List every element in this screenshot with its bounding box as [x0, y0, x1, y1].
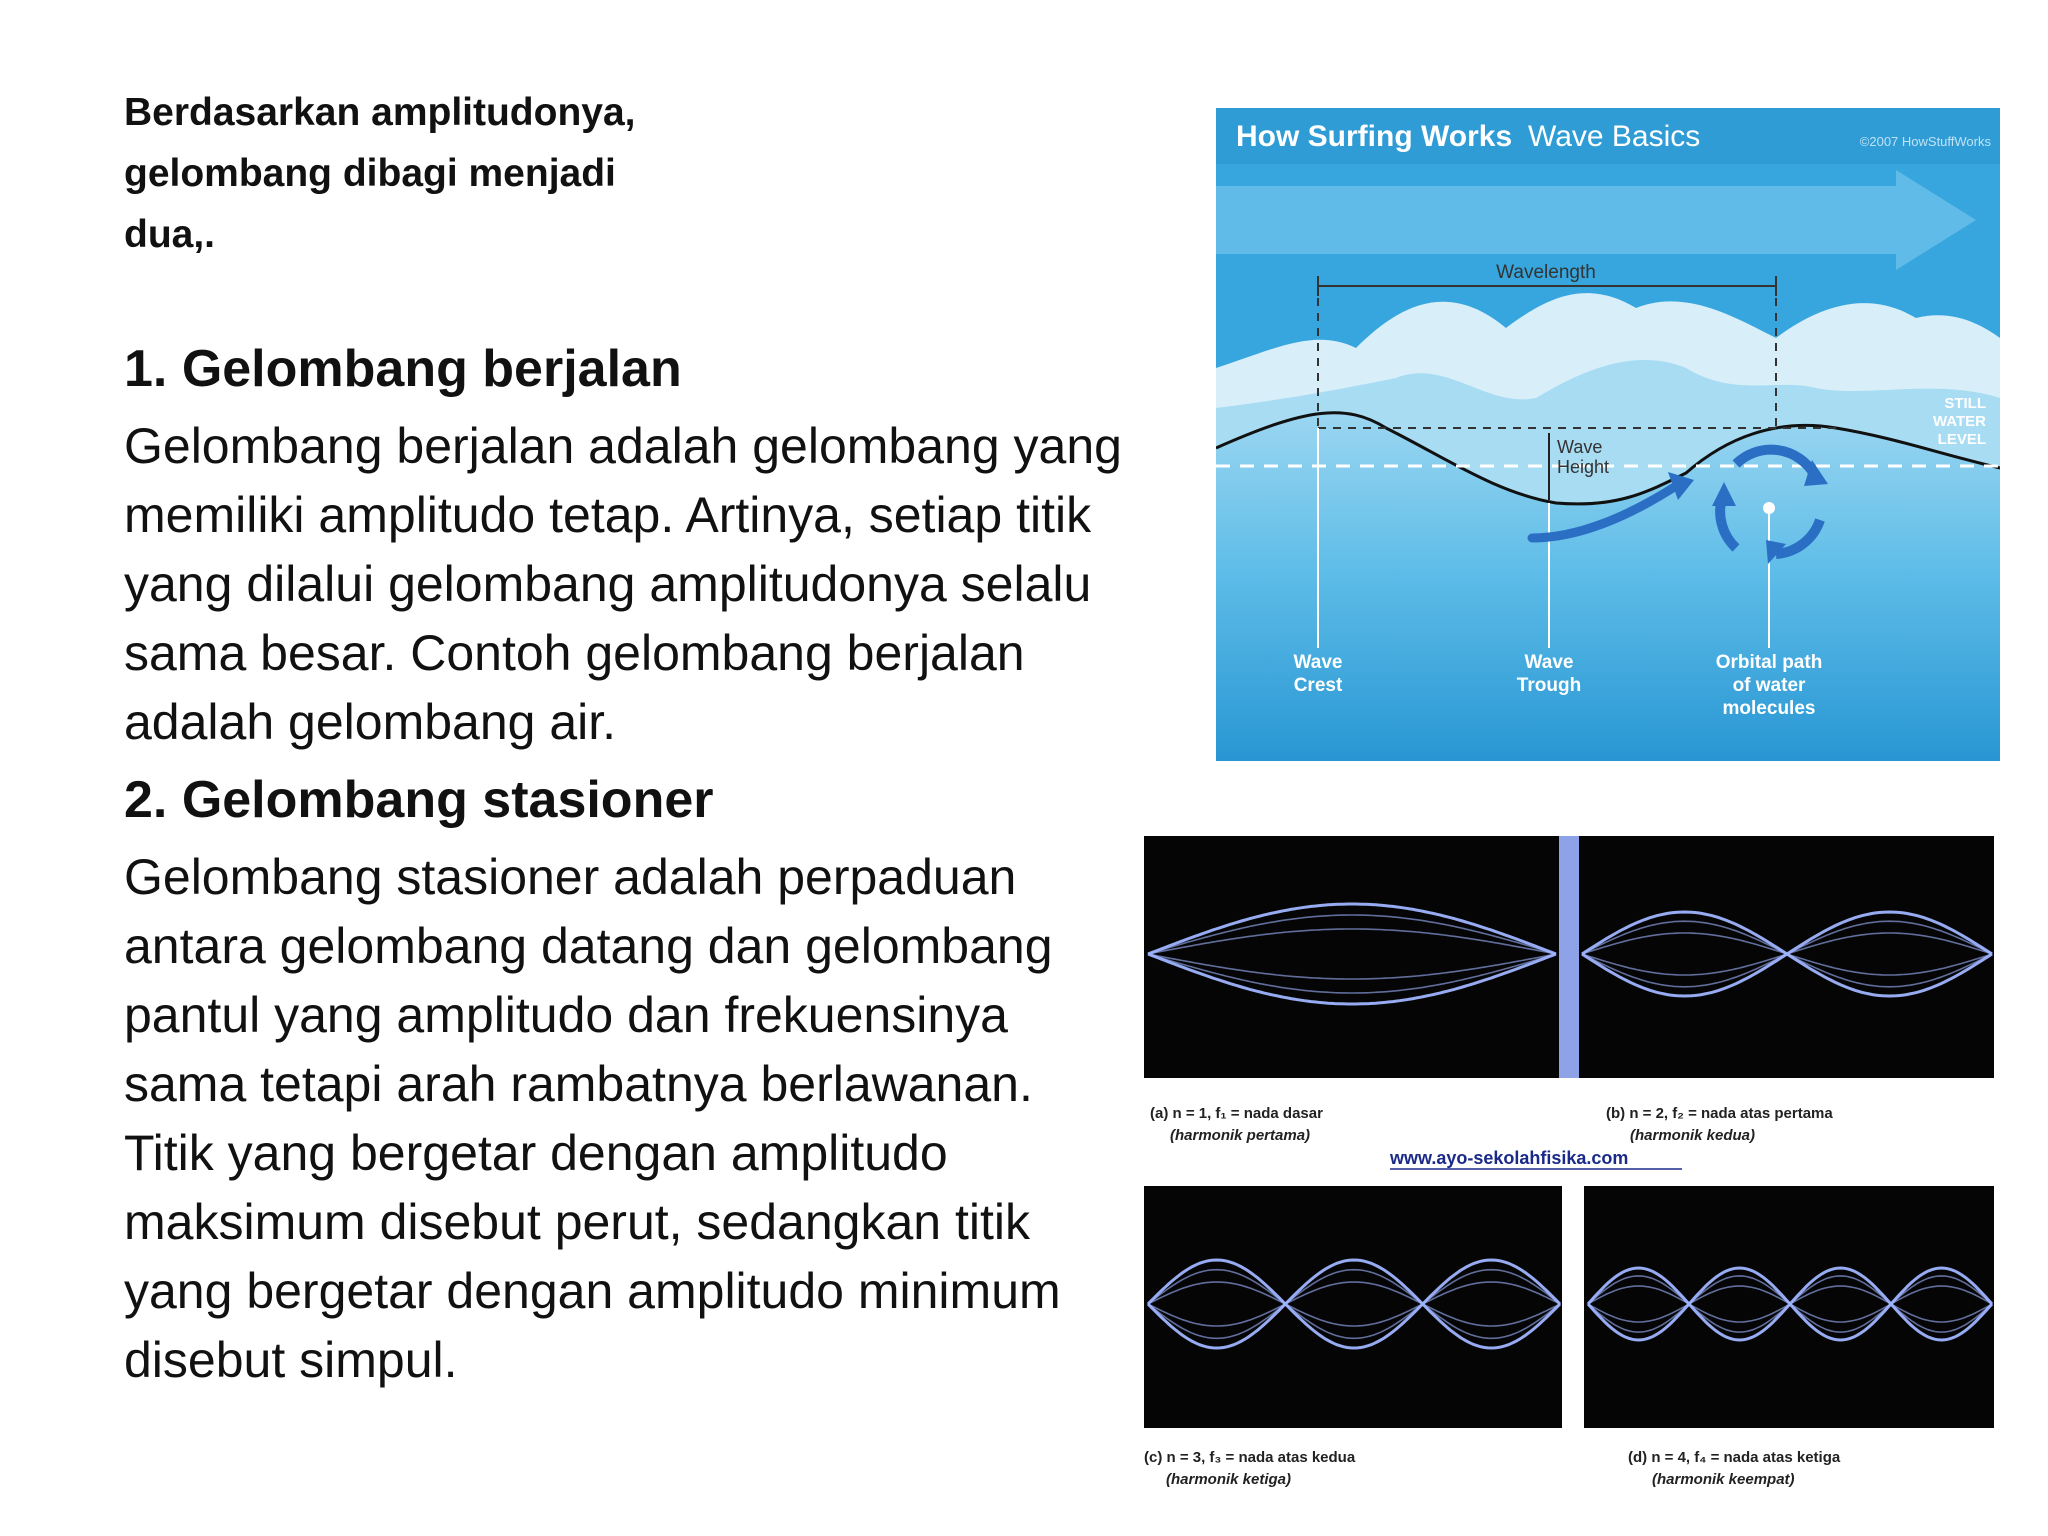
trough-label: Trough [1516, 675, 1582, 696]
still-water-label: LEVEL [1937, 431, 1986, 448]
water-molecule-dot [1763, 502, 1775, 514]
figure-title-light: Wave Basics [1528, 120, 1701, 153]
orbital-label: of water [1732, 675, 1806, 696]
caption-a: (harmonik pertama) [1170, 1127, 1311, 1144]
intro-line: Berdasarkan amplitudonya, [124, 91, 636, 134]
still-water-label: STILL [1944, 395, 1986, 412]
orbital-label: Orbital path [1715, 652, 1823, 673]
still-water-label: WATER [1932, 413, 1986, 430]
panel-divider [1559, 836, 1579, 1078]
section-heading-traveling-wave: 1. Gelombang berjalan [124, 340, 682, 398]
section-body-standing-wave: Gelombang stasioner adalah perpaduan antara gelombang datang dan gelombang pantul yang amplitudo dan frekuensinya sama tetapi arah rambatnya berlawanan. Titik yang bergetar dengan amplitudo maksimum disebut perut, sedangkan titik yang bergetar dengan amplitudo minimum disebut simpul. [124, 849, 1061, 1388]
caption-a: (a) n = 1, f₁ = nada dasar [1150, 1105, 1323, 1122]
wave-basics-illustration [1216, 108, 2000, 761]
content-column [124, 334, 1184, 1403]
caption-c: (harmonik ketiga) [1166, 1471, 1292, 1488]
panel-c-background [1144, 1186, 1562, 1428]
figure-title-bold: How Surfing Works [1236, 120, 1513, 153]
crest-label: Wave [1293, 652, 1343, 673]
caption-d: (harmonik keempat) [1652, 1471, 1795, 1488]
caption-b: (harmonik kedua) [1630, 1127, 1756, 1144]
trough-label: Wave [1524, 652, 1574, 673]
copyright-text: ©2007 HowStuffWorks [1859, 134, 1991, 149]
intro-line: dua,. [124, 213, 216, 256]
section-body-traveling-wave: Gelombang berjalan adalah gelombang yang memiliki amplitudo tetap. Artinya, setiap titik yang dilalui gelombang amplitudonya selalu sama besar. Contoh gelombang berjalan adalah gelombang air. [124, 418, 1122, 750]
caption-c: (c) n = 3, f₃ = nada atas kedua [1144, 1449, 1356, 1466]
orbital-label: molecules [1722, 698, 1816, 719]
wave-height-label: Wave [1557, 437, 1603, 457]
section-heading-standing-wave: 2. Gelombang stasioner [124, 771, 714, 829]
intro-line: gelombang dibagi menjadi [124, 152, 616, 195]
caption-b: (b) n = 2, f₂ = nada atas pertama [1606, 1105, 1833, 1122]
website-link[interactable]: www.ayo-sekolahfisika.com [1390, 1148, 1629, 1168]
crest-label: Crest [1293, 675, 1343, 696]
caption-d: (d) n = 4, f₄ = nada atas ketiga [1628, 1449, 1841, 1466]
wave-height-label: Height [1557, 457, 1610, 477]
standing-wave-illustration [1140, 830, 2000, 1500]
intro-text [124, 82, 764, 265]
wavelength-label: Wavelength [1496, 262, 1596, 283]
